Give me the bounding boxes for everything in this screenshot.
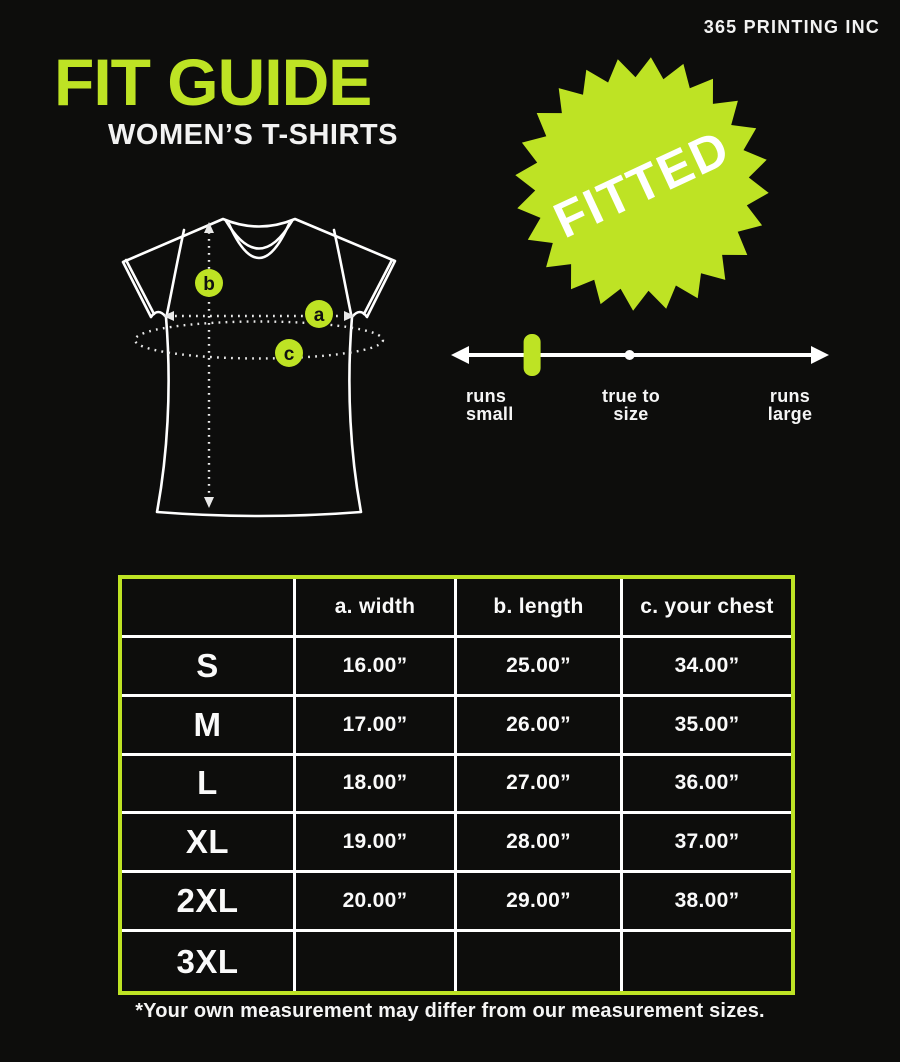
length-arrow-down (204, 497, 214, 508)
row-size-label: M (122, 697, 296, 756)
table-cell: 25.00” (457, 638, 623, 697)
collar-line (226, 221, 292, 249)
footnote: *Your own measurement may differ from our measurement sizes. (135, 1000, 765, 1022)
scale-label-line: true to (601, 386, 661, 406)
table-cell: 29.00” (457, 873, 623, 932)
scale-label-runs-large (742, 387, 838, 424)
col-header-width: a. width (296, 579, 457, 638)
table-cell: 36.00” (623, 756, 791, 815)
scale-label-line: runs (466, 386, 507, 406)
col-header-length: b. length (457, 579, 623, 638)
scale-label-line: size (613, 404, 649, 425)
scale-label-line: large (767, 404, 813, 425)
fit-indicator-marker (524, 334, 541, 376)
table-cell: 37.00” (623, 814, 791, 873)
table-cell (623, 932, 791, 991)
table-cell: 19.00” (296, 814, 457, 873)
chest-measure-ellipse (135, 322, 383, 359)
table-cell: 38.00” (623, 873, 791, 932)
scale-label-line: small (466, 404, 514, 425)
scale-label-runs-small (466, 387, 514, 424)
row-size-label: 3XL (122, 932, 296, 991)
table-cell: 34.00” (623, 638, 791, 697)
col-header-chest: c. your chest (623, 579, 791, 638)
left-cuff-line (126, 260, 154, 314)
col-header-blank (122, 579, 296, 638)
table-cell: 17.00” (296, 697, 457, 756)
table-cell: 16.00” (296, 638, 457, 697)
point-b-label: b (203, 274, 215, 295)
collar-band-line (229, 224, 289, 258)
tshirt-diagram (90, 190, 430, 540)
tshirt-svg (90, 190, 430, 540)
title-block (54, 45, 398, 152)
starburst-svg (512, 54, 772, 314)
right-cuff-line (364, 260, 392, 314)
row-size-label: XL (122, 814, 296, 873)
table-cell (296, 932, 457, 991)
page-subtitle: WOMEN’S T-SHIRTS (108, 119, 398, 152)
point-a-label: a (313, 305, 325, 326)
table-cell: 26.00” (457, 697, 623, 756)
scale-arrow-left (451, 346, 469, 364)
scale-label-true-to-size (573, 387, 689, 424)
table-cell: 28.00” (457, 814, 623, 873)
table-cell: 35.00” (623, 697, 791, 756)
badge-label: FITTED (545, 119, 739, 249)
row-size-label: S (122, 638, 296, 697)
size-table (118, 575, 795, 995)
point-c-label: c (283, 344, 295, 365)
scale-arrow-right (811, 346, 829, 364)
fitted-badge (512, 54, 772, 314)
brand-text: 365 PRINTING INC (703, 17, 880, 37)
tshirt-outline (123, 219, 395, 516)
fit-scale (450, 325, 830, 385)
table-cell: 20.00” (296, 873, 457, 932)
table-cell (457, 932, 623, 991)
row-size-label: 2XL (122, 873, 296, 932)
fit-scale-svg (450, 325, 830, 385)
table-cell: 27.00” (457, 756, 623, 815)
row-size-label: L (122, 756, 296, 815)
page-title: FIT GUIDE (54, 45, 372, 119)
true-to-size-tick (625, 350, 635, 360)
scale-label-line: runs (769, 386, 811, 406)
table-cell: 18.00” (296, 756, 457, 815)
